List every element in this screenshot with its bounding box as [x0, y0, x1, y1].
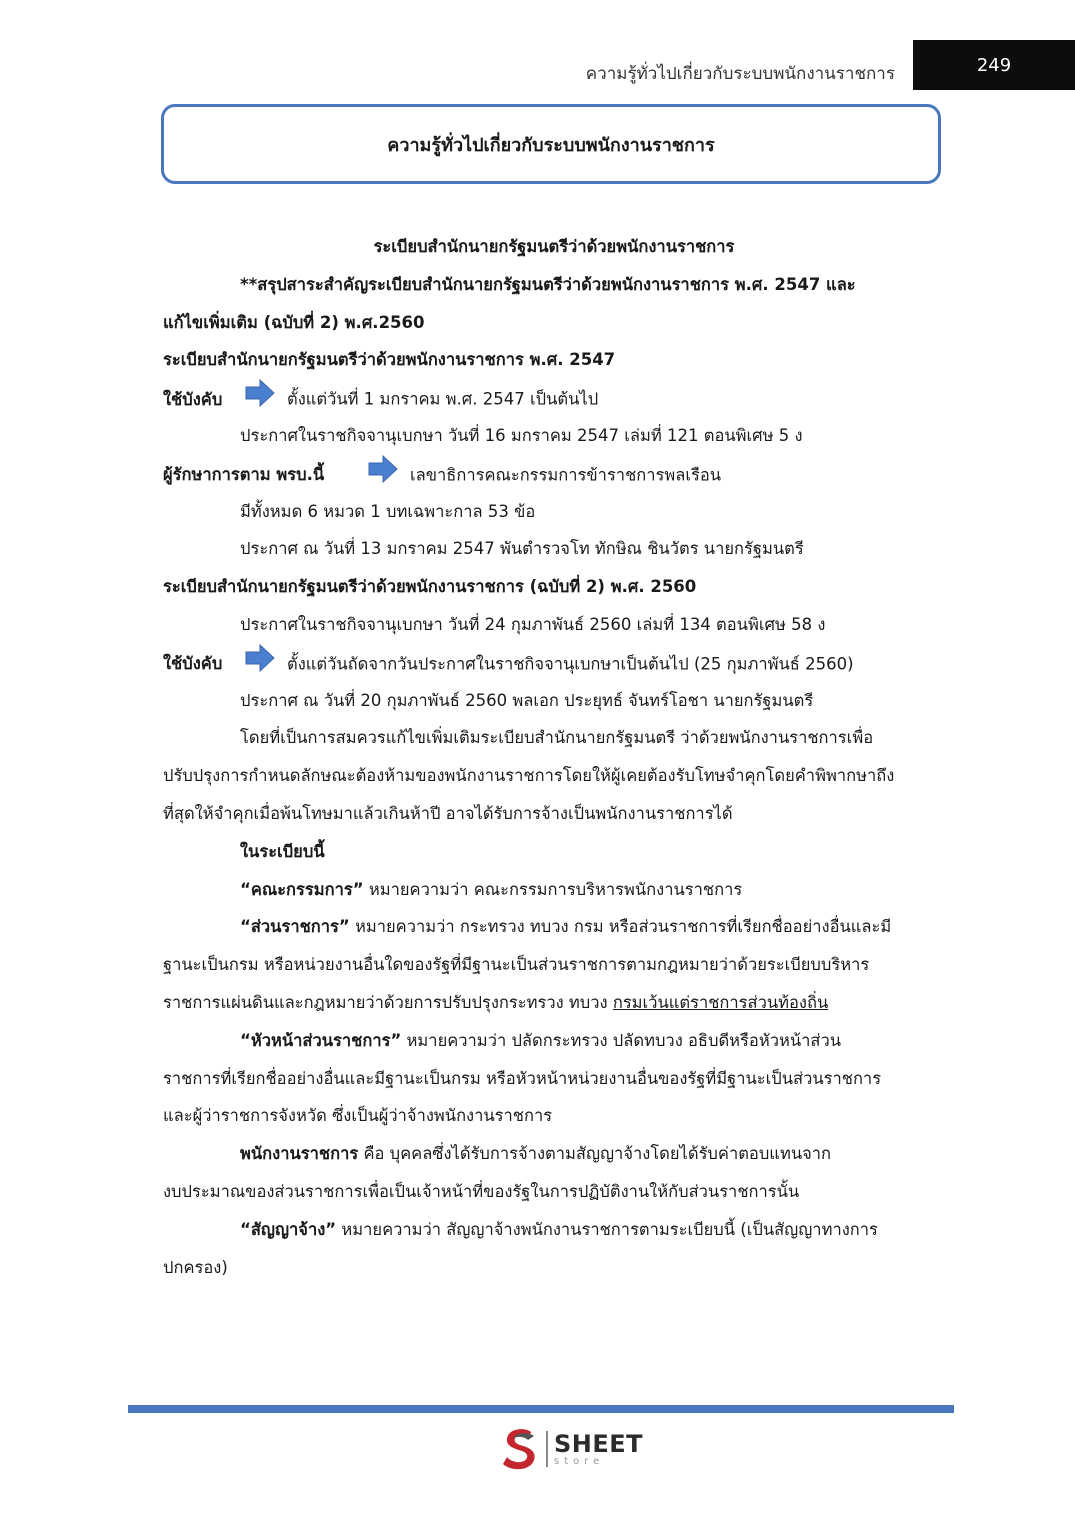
underlined-text: กรมเว้นแต่ราชการส่วนท้องถิ่น [612, 992, 829, 1012]
arrow-right-icon [245, 379, 275, 417]
reg-2547-heading: ระเบียบสำนักนายกรัฐมนตรีว่าด้วยพนักงานราชการ พ.ศ. 2547 [163, 350, 616, 370]
custodian-value: เลขาธิการคณะกรรมการข้าราชการพลเรือน [410, 465, 722, 485]
announced-2547: ประกาศ ณ วันที่ 13 มกราคม 2547 พันตำรวจโท ทักษิณ ชินวัตร นายกรัฐมนตรี [240, 539, 804, 559]
definition-term: “สัญญาจ้าง” [240, 1219, 337, 1239]
logo-separator [546, 1431, 548, 1467]
effective-2560-value: ตั้งแต่วันถัดจากวันประกาศในราชกิจจานุเบกษาเป็นต้นไป (25 กุมภาพันธ์ 2560) [287, 654, 854, 674]
sheet-store-logo [498, 1426, 658, 1472]
section-heading: ระเบียบสำนักนายกรัฐมนตรีว่าด้วยพนักงานราชการ [373, 237, 735, 256]
gazette-2547: ประกาศในราชกิจจานุเบกษา วันที่ 16 มกราคม 2547 เล่มที่ 121 ตอนพิเศษ 5 ง [240, 425, 803, 445]
effective-2547-value: ตั้งแต่วันที่ 1 มกราคม พ.ศ. 2547 เป็นต้นไป [287, 389, 599, 409]
definition-contract-line-1 [163, 1211, 945, 1249]
definition-agency-line-3 [163, 984, 945, 1022]
rationale-line-2: ปรับปรุงการกำหนดลักษณะต้องห้ามของพนักงานราชการโดยให้ผู้เคยต้องรับโทษจำคุกโดยคำพิพากษาถึง [163, 766, 895, 786]
logo-text [554, 1429, 644, 1467]
summary-line-2: แก้ไขเพิ่มเติม (ฉบับที่ 2) พ.ศ.2560 [163, 312, 425, 332]
definition-employee-line-1 [163, 1135, 945, 1173]
summary-line-1: **สรุปสาระสำคัญระเบียบสำนักนายกรัฐมนตรีว่าด้วยพนักงานราชการ พ.ศ. 2547 และ [240, 274, 856, 294]
chapter-title: ความรู้ทั่วไปเกี่ยวกับระบบพนักงานราชการ [387, 134, 715, 156]
announced-2560: ประกาศ ณ วันที่ 20 กุมภาพันธ์ 2560 พลเอก ประยุทธ์ จันทร์โอชา นายกรัฐมนตรี [240, 690, 814, 710]
sections-count: มีทั้งหมด 6 หมวด 1 บทเฉพาะกาล 53 ข้อ [240, 501, 536, 521]
rationale-line-1: โดยที่เป็นการสมควรแก้ไขเพิ่มเติมระเบียบสำนักนายกรัฐมนตรี ว่าด้วยพนักงานราชการเพื่อ [240, 728, 874, 748]
arrow-right-icon [245, 644, 275, 682]
effective-2547-row [163, 379, 945, 417]
custodian-row [163, 455, 945, 493]
effective-label: ใช้บังคับ [163, 389, 223, 409]
definition-text: หมายความว่า สัญญาจ้างพนักงานราชการตามระเบียบนี้ (เป็นสัญญาทางการ [336, 1219, 878, 1239]
definition-text: คือ บุคคลซึ่งได้รับการจ้างตามสัญญาจ้างโดยได้รับค่าตอบแทนจาก [358, 1144, 832, 1164]
definition-agency-line-2: ฐานะเป็นกรม หรือหน่วยงานอื่นใดของรัฐที่มีฐานะเป็นส่วนราชการตามกฎหมายว่าด้วยระเบียบบริหาร [163, 955, 870, 975]
definition-committee [163, 871, 945, 909]
definition-contract-line-2: ปกครอง) [163, 1257, 228, 1277]
in-this-regulation: ในระเบียบนี้ [240, 841, 325, 861]
custodian-label: ผู้รักษาการตาม พรบ.นี้ [163, 465, 325, 485]
definition-term: “หัวหน้าส่วนราชการ” [240, 1030, 402, 1050]
definition-text: ราชการแผ่นดินและกฎหมายว่าด้วยการปรับปรุงกระทรวง ทบวง [163, 992, 613, 1012]
definition-term: “ส่วนราชการ” [240, 917, 350, 937]
definition-head-line-1 [163, 1022, 945, 1060]
definition-employee-line-2: งบประมาณของส่วนราชการเพื่อเป็นเจ้าหน้าที่ของรัฐในการปฏิบัติงานให้กับส่วนราชการนั้น [163, 1181, 800, 1201]
footer-rule [128, 1405, 954, 1413]
logo-s-icon [498, 1426, 542, 1472]
reg-2560-heading: ระเบียบสำนักนายกรัฐมนตรีว่าด้วยพนักงานราชการ (ฉบับที่ 2) พ.ศ. 2560 [163, 577, 697, 597]
gazette-2560: ประกาศในราชกิจจานุเบกษา วันที่ 24 กุมภาพันธ์ 2560 เล่มที่ 134 ตอนพิเศษ 58 ง [240, 614, 826, 634]
definition-text: หมายความว่า กระทรวง ทบวง กรม หรือส่วนราชการที่เรียกชื่ออย่างอื่นและมี [349, 917, 892, 937]
page-number: 249 [976, 54, 1012, 76]
running-header-title: ความรู้ทั่วไปเกี่ยวกับระบบพนักงานราชการ [585, 64, 895, 84]
rationale-line-3: ที่สุดให้จำคุกเมื่อพ้นโทษมาแล้วเกินห้าปี อาจได้รับการจ้างเป็นพนักงานราชการได้ [163, 803, 733, 823]
definition-text: หมายความว่า ปลัดกระทรวง ปลัดทบวง อธิบดีหรือหัวหน้าส่วน [401, 1030, 841, 1050]
definition-term: “คณะกรรมการ” [240, 879, 364, 899]
definition-agency-line-1 [163, 908, 945, 946]
effective-label: ใช้บังคับ [163, 654, 223, 674]
effective-2560-row [163, 644, 945, 682]
arrow-right-icon [368, 455, 398, 493]
logo-subword: store [554, 1455, 605, 1467]
definition-term: พนักงานราชการ [240, 1144, 359, 1164]
chapter-title-box [161, 104, 941, 184]
page-number-box [913, 40, 1075, 90]
logo-word: SHEET [554, 1429, 644, 1458]
definition-head-line-2: ราชการที่เรียกชื่ออย่างอื่นและมีฐานะเป็นกรม หรือหัวหน้าหน่วยงานอื่นของรัฐที่มีฐานะเป็นส่วนราชการ [163, 1068, 882, 1088]
definition-text: หมายความว่า คณะกรรมการบริหารพนักงานราชการ [363, 879, 743, 899]
definition-head-line-3: และผู้ว่าราชการจังหวัด ซึ่งเป็นผู้ว่าจ้างพนักงานราชการ [163, 1106, 553, 1126]
document-body [163, 228, 945, 1286]
